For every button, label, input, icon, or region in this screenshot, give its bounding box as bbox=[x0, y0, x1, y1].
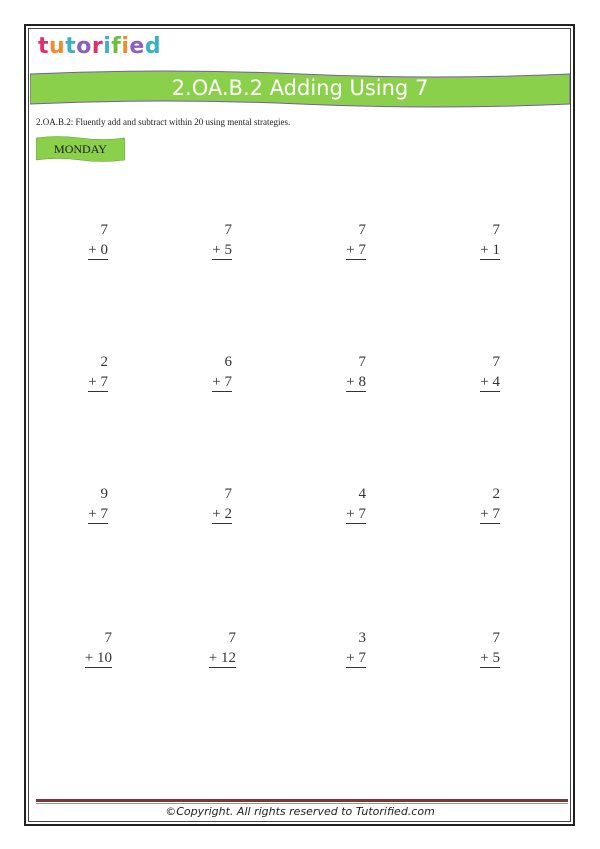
addend-bottom-text: + 7 bbox=[346, 506, 366, 522]
logo-letter: i bbox=[121, 34, 130, 59]
addend-top: 7 bbox=[492, 354, 500, 370]
standard-description: 2.OA.B.2: Fluently add and subtract within 20 using mental strategies. bbox=[36, 117, 291, 127]
addend-bottom bbox=[52, 648, 112, 668]
addend-top: 7 bbox=[224, 222, 232, 238]
addition-problem bbox=[172, 220, 232, 260]
addend-bottom-text: + 7 bbox=[212, 374, 232, 390]
addend-top: 7 bbox=[104, 630, 112, 646]
addend-top: 3 bbox=[358, 630, 366, 646]
addend-bottom bbox=[306, 504, 366, 524]
addend-top: 7 bbox=[492, 222, 500, 238]
addend-top: 2 bbox=[100, 354, 108, 370]
addend-bottom bbox=[172, 504, 232, 524]
addend-bottom bbox=[172, 240, 232, 260]
addition-problem bbox=[306, 628, 366, 668]
addition-problem bbox=[172, 484, 232, 524]
footer-divider bbox=[36, 799, 568, 802]
addend-top: 7 bbox=[358, 222, 366, 238]
addend-bottom bbox=[440, 504, 500, 524]
logo-letter: t bbox=[38, 34, 50, 59]
addend-top: 7 bbox=[100, 222, 108, 238]
logo-letter: o bbox=[76, 34, 92, 59]
footer-divider-thin bbox=[36, 803, 568, 804]
addend-top: 7 bbox=[358, 354, 366, 370]
addend-bottom-text: + 5 bbox=[480, 650, 500, 666]
addend-top: 7 bbox=[228, 630, 236, 646]
logo-letter: d bbox=[144, 34, 162, 59]
addition-problem bbox=[440, 220, 500, 260]
day-label: MONDAY bbox=[54, 142, 107, 156]
addition-problem bbox=[176, 628, 236, 668]
addend-bottom-text: + 7 bbox=[88, 374, 108, 390]
addend-top: 2 bbox=[492, 486, 500, 502]
addition-problem bbox=[52, 628, 112, 668]
addend-bottom-text: + 7 bbox=[480, 506, 500, 522]
addend-bottom-text: + 2 bbox=[212, 506, 232, 522]
addition-problem bbox=[48, 484, 108, 524]
addend-bottom bbox=[440, 648, 500, 668]
logo-letter: i bbox=[103, 34, 112, 59]
addend-bottom-text: + 5 bbox=[212, 242, 232, 258]
logo-letter: e bbox=[129, 34, 145, 59]
logo-letter: f bbox=[111, 34, 122, 59]
addend-top: 7 bbox=[492, 630, 500, 646]
addend-bottom bbox=[440, 372, 500, 392]
addition-problem bbox=[306, 220, 366, 260]
addend-bottom-text: + 10 bbox=[84, 650, 112, 666]
addend-bottom-text: + 7 bbox=[346, 650, 366, 666]
addend-bottom-text: + 4 bbox=[480, 374, 500, 390]
tutorified-logo bbox=[38, 34, 161, 59]
addition-problem bbox=[48, 352, 108, 392]
addend-bottom-text: + 0 bbox=[88, 242, 108, 258]
addend-top: 9 bbox=[100, 486, 108, 502]
addend-top: 4 bbox=[358, 486, 366, 502]
addend-bottom-text: + 12 bbox=[208, 650, 236, 666]
addend-bottom bbox=[176, 648, 236, 668]
addend-bottom bbox=[440, 240, 500, 260]
addend-bottom bbox=[306, 372, 366, 392]
addend-top: 6 bbox=[224, 354, 232, 370]
addition-problem bbox=[306, 484, 366, 524]
addend-bottom bbox=[172, 372, 232, 392]
addition-problem bbox=[440, 628, 500, 668]
logo-letter: u bbox=[49, 34, 66, 59]
addition-problem bbox=[440, 484, 500, 524]
addend-bottom bbox=[48, 504, 108, 524]
worksheet-title: 2.OA.B.2 Adding Using 7 bbox=[171, 76, 429, 100]
logo-letter: t bbox=[65, 34, 77, 59]
addend-bottom bbox=[306, 648, 366, 668]
addition-problem bbox=[440, 352, 500, 392]
addition-problem bbox=[172, 352, 232, 392]
addend-bottom-text: + 1 bbox=[480, 242, 500, 258]
logo-letter: r bbox=[91, 34, 104, 59]
addend-bottom bbox=[48, 240, 108, 260]
addend-top: 7 bbox=[224, 486, 232, 502]
copyright-footer: ©Copyright. All rights reserved to Tutorified.com bbox=[165, 805, 435, 818]
addend-bottom bbox=[48, 372, 108, 392]
addition-problem bbox=[48, 220, 108, 260]
addend-bottom bbox=[306, 240, 366, 260]
addend-bottom-text: + 8 bbox=[346, 374, 366, 390]
addend-bottom-text: + 7 bbox=[346, 242, 366, 258]
addend-bottom-text: + 7 bbox=[88, 506, 108, 522]
addition-problem bbox=[306, 352, 366, 392]
